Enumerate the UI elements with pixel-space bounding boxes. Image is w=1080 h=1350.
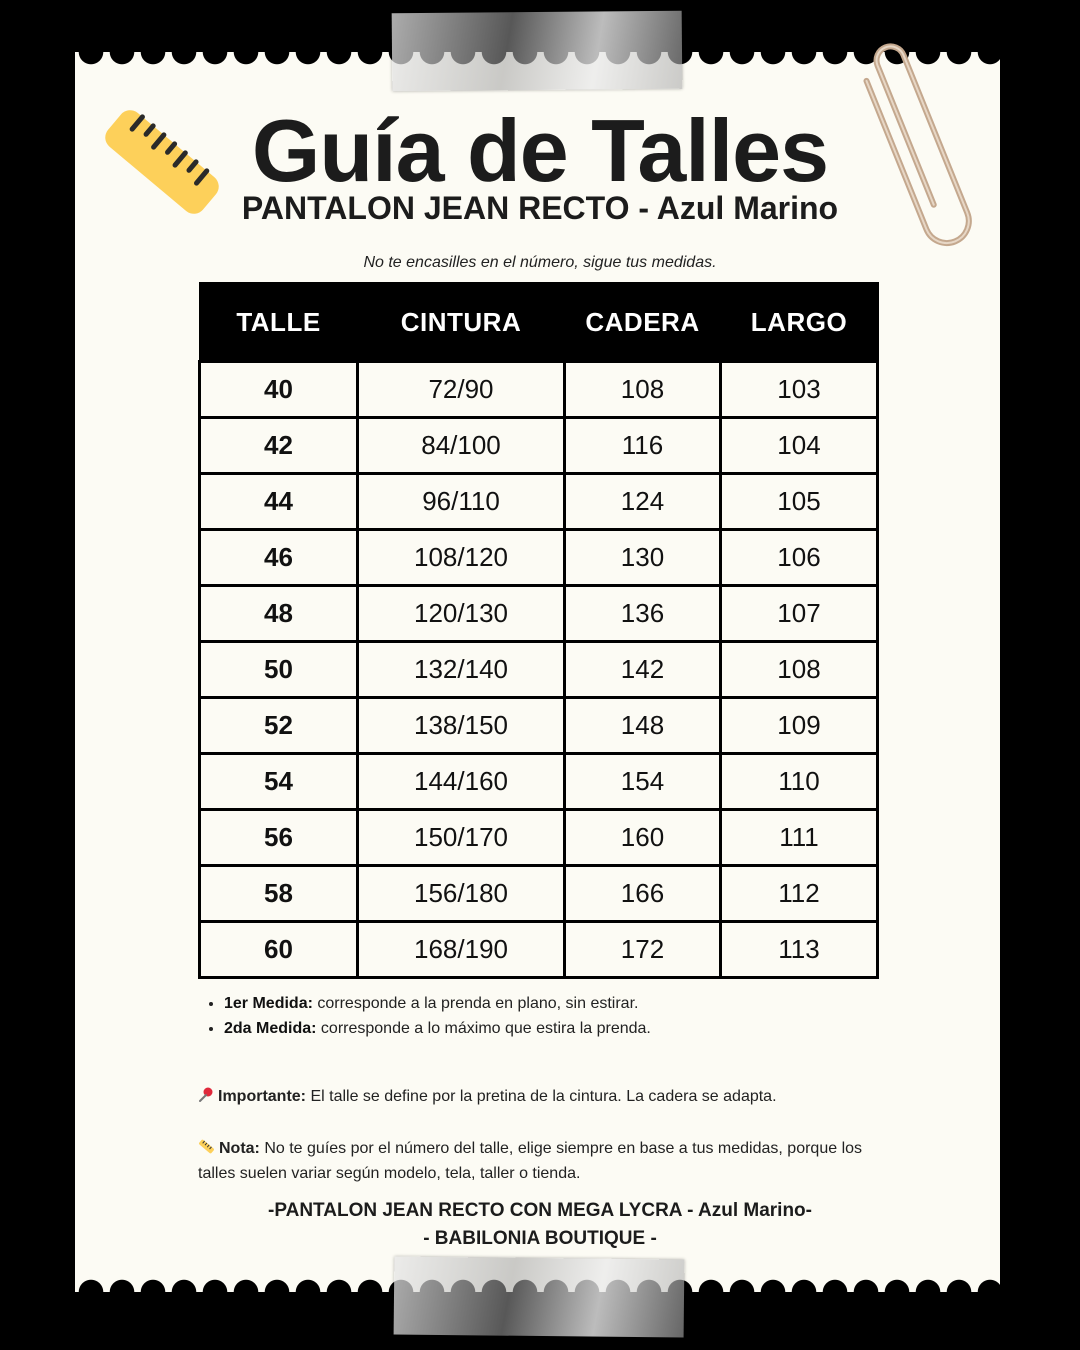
cell-cadera: 130 [565, 530, 721, 586]
footer-product-line: -PANTALON JEAN RECTO CON MEGA LYCRA - Azul Marino- [268, 1200, 812, 1221]
cell-talle: 46 [200, 530, 358, 586]
cell-cadera: 172 [565, 922, 721, 978]
cell-cintura: 96/110 [358, 474, 565, 530]
cell-largo: 105 [721, 474, 878, 530]
column-header-talle: TALLE [200, 283, 358, 362]
cell-cadera: 142 [565, 642, 721, 698]
cell-largo: 103 [721, 362, 878, 418]
measurement-notes [198, 994, 888, 1044]
nota-note [198, 1136, 878, 1186]
cell-cadera: 116 [565, 418, 721, 474]
tagline: No te encasilles en el número, sigue tus medidas. [363, 254, 717, 271]
table-row [200, 530, 878, 586]
table-row [200, 642, 878, 698]
cell-talle: 42 [200, 418, 358, 474]
table-row [200, 362, 878, 418]
important-text: El talle se define por la pretina de la cintura. La cadera se adapta. [306, 1088, 777, 1105]
list-item [224, 994, 888, 1013]
cell-cadera: 148 [565, 698, 721, 754]
table-row [200, 698, 878, 754]
cell-cintura: 132/140 [358, 642, 565, 698]
cell-largo: 107 [721, 586, 878, 642]
table-header-row [200, 283, 878, 362]
cell-talle: 44 [200, 474, 358, 530]
cell-cadera: 124 [565, 474, 721, 530]
cell-cadera: 166 [565, 866, 721, 922]
note-text: corresponde a lo máximo que estira la prenda. [316, 1020, 651, 1037]
table-row [200, 418, 878, 474]
note-text: corresponde a la prenda en plano, sin estirar. [312, 995, 639, 1012]
cell-cintura: 138/150 [358, 698, 565, 754]
table-row [200, 474, 878, 530]
cell-cadera: 154 [565, 754, 721, 810]
cell-largo: 112 [721, 866, 878, 922]
cell-cintura: 72/90 [358, 362, 565, 418]
nota-text: No te guíes por el número del talle, elige siempre en base a tus medidas, porque los talles suelen variar según modelo, tela, taller o tienda. [198, 1140, 863, 1182]
table-row [200, 754, 878, 810]
important-note [198, 1086, 898, 1108]
column-header-cintura: CINTURA [358, 283, 565, 362]
cell-cadera: 108 [565, 362, 721, 418]
table-row [200, 586, 878, 642]
footer-brand-line: - BABILONIA BOUTIQUE - [423, 1228, 657, 1249]
cell-cintura: 120/130 [358, 586, 565, 642]
important-label: Importante: [218, 1088, 306, 1105]
tape-bottom [394, 1256, 685, 1337]
table-row [200, 866, 878, 922]
table-row [200, 922, 878, 978]
cell-largo: 110 [721, 754, 878, 810]
tape-top [392, 11, 683, 92]
cell-largo: 106 [721, 530, 878, 586]
cell-talle: 52 [200, 698, 358, 754]
cell-talle: 40 [200, 362, 358, 418]
note-label: 2da Medida: [224, 1020, 317, 1037]
column-header-cadera: CADERA [565, 283, 721, 362]
column-header-largo: LARGO [721, 283, 878, 362]
cell-talle: 48 [200, 586, 358, 642]
size-table [198, 282, 879, 979]
table-row [200, 810, 878, 866]
cell-talle: 60 [200, 922, 358, 978]
cell-largo: 111 [721, 810, 878, 866]
cell-talle: 56 [200, 810, 358, 866]
cell-largo: 104 [721, 418, 878, 474]
cell-cadera: 160 [565, 810, 721, 866]
page-subtitle: PANTALON JEAN RECTO - Azul Marino [241, 190, 839, 226]
cell-largo: 108 [721, 642, 878, 698]
note-label: 1er Medida: [224, 995, 313, 1012]
cell-cadera: 136 [565, 586, 721, 642]
cell-cintura: 108/120 [358, 530, 565, 586]
ruler-icon [198, 1138, 215, 1155]
page-title: Guía de Talles [251, 101, 829, 200]
cell-talle: 54 [200, 754, 358, 810]
cell-cintura: 168/190 [358, 922, 565, 978]
cell-talle: 58 [200, 866, 358, 922]
list-item [224, 1019, 888, 1038]
cell-largo: 113 [721, 922, 878, 978]
cell-talle: 50 [200, 642, 358, 698]
cell-largo: 109 [721, 698, 878, 754]
pushpin-icon [198, 1087, 214, 1103]
nota-label: Nota: [219, 1140, 260, 1157]
cell-cintura: 150/170 [358, 810, 565, 866]
cell-cintura: 144/160 [358, 754, 565, 810]
cell-cintura: 84/100 [358, 418, 565, 474]
cell-cintura: 156/180 [358, 866, 565, 922]
